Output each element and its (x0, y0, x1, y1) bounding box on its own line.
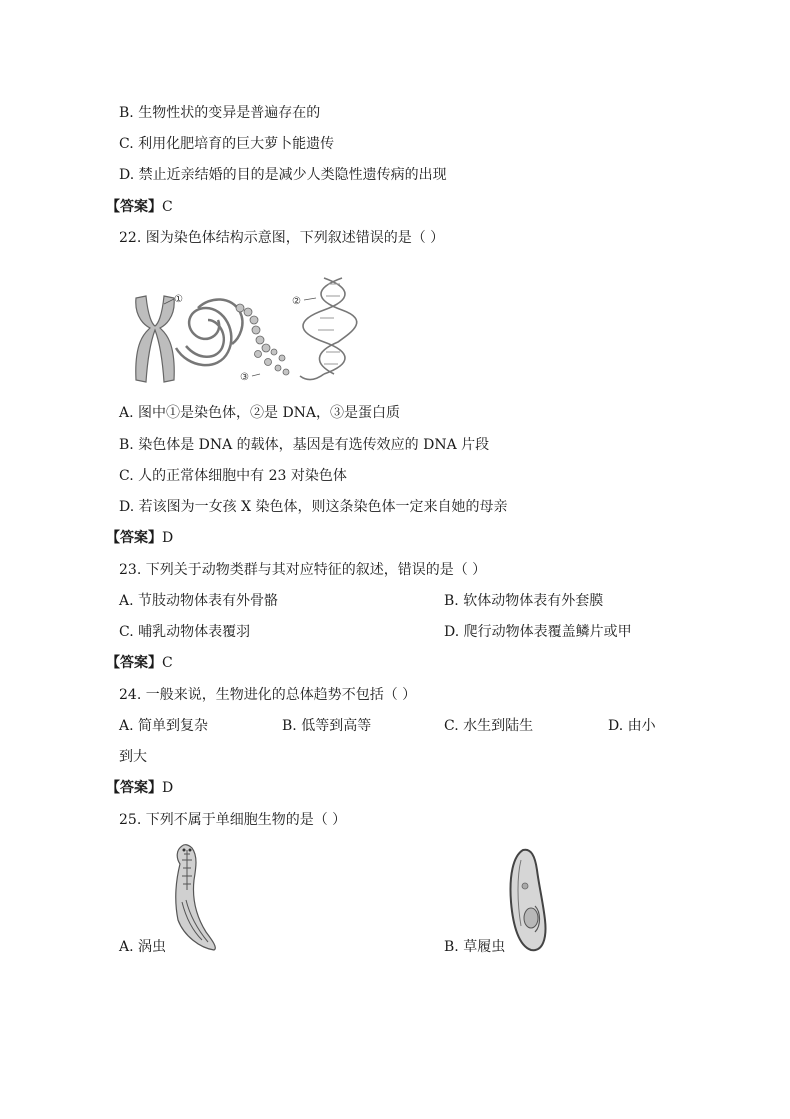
q22-answer: 【答案】D (106, 530, 174, 546)
q23-option-c: C. 哺乳动物体表覆羽 (119, 624, 251, 640)
planarian-figure (162, 840, 224, 952)
paramecium-figure (505, 846, 551, 954)
chromosome-structure-figure (128, 268, 368, 390)
q22-option-a: A. 图中①是染色体，②是 DNA，③是蛋白质 (119, 405, 401, 421)
q24-stem: 24. 一般来说，生物进化的总体趋势不包括（ ） (119, 687, 417, 703)
figure-label-2: ② (292, 296, 301, 307)
q24-answer: 【答案】D (106, 780, 174, 796)
q23-stem: 23. 下列关于动物类群与其对应特征的叙述，错误的是（ ） (119, 562, 487, 578)
q25-option-b: B. 草履虫 (444, 939, 506, 955)
q23-option-a: A. 节肢动物体表有外骨骼 (119, 593, 279, 609)
q25-option-a: A. 涡虫 (119, 939, 167, 955)
q23-answer: 【答案】C (106, 655, 173, 671)
q23-option-d: D. 爬行动物体表覆盖鳞片或甲 (444, 624, 632, 640)
q24-option-b: B. 低等到高等 (282, 718, 372, 734)
q24-option-d: D. 由小 (608, 718, 656, 734)
q21-option-d: D. 禁止近亲结婚的目的是减少人类隐性遗传病的出现 (119, 167, 447, 183)
q22-option-d: D. 若该图为一女孩 X 染色体，则这条染色体一定来自她的母亲 (119, 499, 508, 515)
nucleosome-beads (236, 304, 289, 375)
figure-label-3: ③ (240, 372, 249, 383)
figure-label-1: ① (174, 294, 183, 305)
q21-option-b: B. 生物性状的变异是普遍存在的 (119, 105, 321, 121)
chromosome-drawing (136, 296, 174, 382)
q24-option-c: C. 水生到陆生 (444, 718, 534, 734)
q24-option-a: A. 简单到复杂 (119, 718, 209, 734)
q22-option-c: C. 人的正常体细胞中有 23 对染色体 (119, 468, 347, 484)
q21-answer: 【答案】C (106, 199, 173, 215)
coiled-fiber-drawing (176, 299, 242, 365)
q21-option-c: C. 利用化肥培育的巨大萝卜能遗传 (119, 136, 335, 152)
q22-option-b: B. 染色体是 DNA 的载体，基因是有选传效应的 DNA 片段 (119, 437, 490, 453)
q24-option-d-continued: 到大 (119, 749, 147, 765)
q25-stem: 25. 下列不属于单细胞生物的是（ ） (119, 812, 347, 828)
q23-option-b: B. 软体动物体表有外套膜 (444, 593, 604, 609)
q22-stem: 22. 图为染色体结构示意图，下列叙述错误的是（ ） (119, 230, 445, 246)
